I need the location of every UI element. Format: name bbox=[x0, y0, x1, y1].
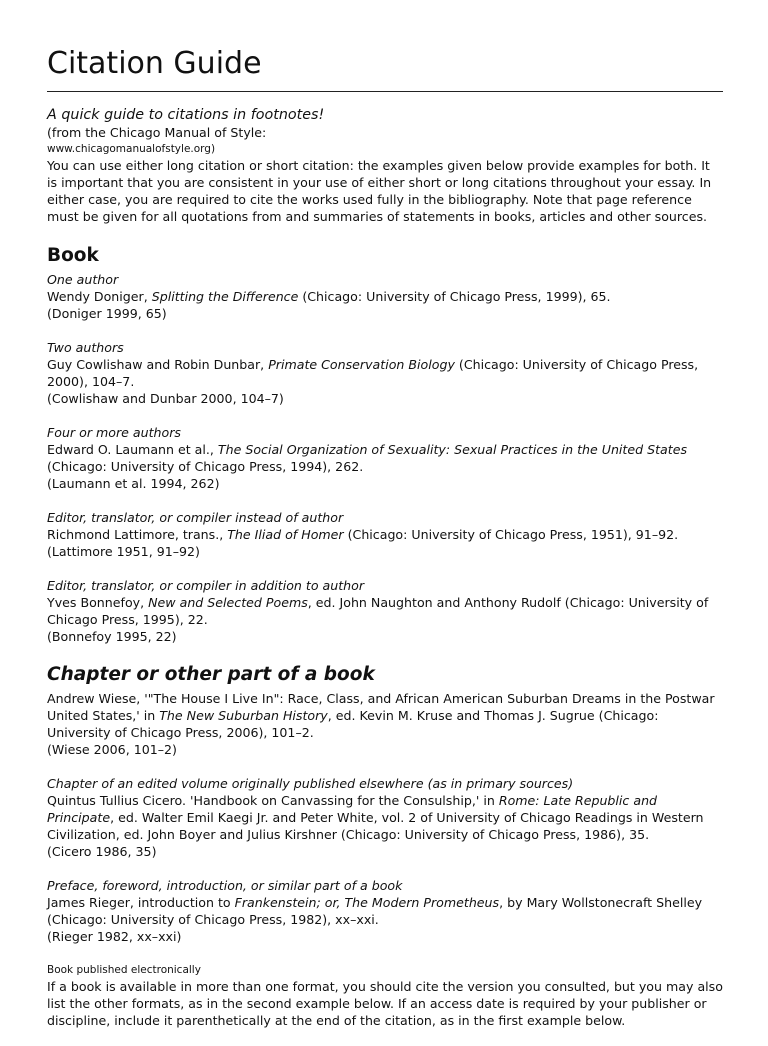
chapter-heading: Chapter or other part of a book bbox=[47, 664, 375, 685]
entry-label: Editor, translator, or compiler instead of author bbox=[47, 510, 344, 525]
entry-label: One author bbox=[47, 272, 119, 287]
entry-label: Preface, foreword, introduction, or similar part of a book bbox=[47, 878, 403, 893]
entry-label: Book published electronically bbox=[47, 964, 201, 976]
intro-source-line: (from the Chicago Manual of Style: bbox=[47, 125, 267, 140]
entry-label: Editor, translator, or compiler in addition to author bbox=[47, 578, 365, 593]
entry-label: Four or more authors bbox=[47, 425, 181, 440]
entry-short-citation: (Lattimore 1951, 91–92) bbox=[47, 544, 200, 559]
entry-long-citation: Guy Cowlishaw and Robin Dunbar, Primate Conservation Biology (Chicago: University of Chicago Press, 2000), 104–7. bbox=[47, 357, 699, 389]
entry-short-citation: (Wiese 2006, 101–2) bbox=[47, 742, 177, 757]
entry-short-citation: (Bonnefoy 1995, 22) bbox=[47, 629, 177, 644]
chapter-entry-electronic bbox=[47, 962, 723, 1029]
chapter-entry-edited-volume bbox=[47, 690, 723, 758]
entry-long-citation: Richmond Lattimore, trans., The Iliad of Homer (Chicago: University of Chicago Press, 1951), 91–92. bbox=[47, 527, 679, 542]
entry-long-citation: James Rieger, introduction to Frankenstein; or, The Modern Prometheus, by Mary Wollstonecraft Shelley (Chicago: University of Chicago Press, 1982), xx–xxi. bbox=[47, 895, 703, 927]
chapter-entry-preface bbox=[47, 877, 723, 945]
book-entry-four-authors bbox=[47, 424, 723, 492]
electronic-paragraph: If a book is available in more than one format, you should cite the version you consulted, but you may also list the other formats, as in the second example below. If an access date is required by your publisher or discipline, include it parenthetically at the end of the citation, as in the first example below. bbox=[47, 979, 723, 1028]
title-divider bbox=[47, 91, 723, 92]
page-title: Citation Guide bbox=[47, 46, 262, 81]
intro-block bbox=[47, 106, 723, 225]
book-entry-one-author bbox=[47, 271, 723, 322]
entry-short-citation: (Laumann et al. 1994, 262) bbox=[47, 476, 220, 491]
entry-short-citation: (Cowlishaw and Dunbar 2000, 104–7) bbox=[47, 391, 284, 406]
book-entry-editor-instead bbox=[47, 509, 723, 560]
entry-label: Two authors bbox=[47, 340, 124, 355]
book-entry-editor-addition bbox=[47, 577, 723, 645]
entry-long-citation: Quintus Tullius Cicero. 'Handbook on Canvassing for the Consulship,' in Rome: Late Republic and Principate, ed. Walter Emil Kaegi Jr. and Peter White, vol. 2 of University of Chicago Readings in Western Civilization, ed. John Boyer and Julius Kirshner (Chicago: University of Chicago Press, 1986), 35. bbox=[47, 793, 704, 842]
entry-label: Chapter of an edited volume originally published elsewhere (as in primary sources) bbox=[47, 776, 574, 791]
intro-paragraph: You can use either long citation or short citation: the examples given below provide examples for both. It is important that you are consistent in your use of either short or long citations throughout your essay. In either case, you are required to cite the works used fully in the bibliography. Note that page reference must be given for all quotations from and summaries of statements in books, articles and other sources. bbox=[47, 158, 712, 224]
intro-subtitle: A quick guide to citations in footnotes! bbox=[47, 107, 325, 123]
chapter-entry-primary-source bbox=[47, 775, 723, 860]
entry-short-citation: (Cicero 1986, 35) bbox=[47, 844, 157, 859]
entry-long-citation: Wendy Doniger, Splitting the Difference (Chicago: University of Chicago Press, 1999), 65. bbox=[47, 289, 611, 304]
entry-long-citation: Edward O. Laumann et al., The Social Organization of Sexuality: Sexual Practices in the United States (Chicago: University of Chicago Press, 1994), 262. bbox=[47, 442, 688, 474]
book-section bbox=[47, 245, 723, 662]
book-heading: Book bbox=[47, 245, 99, 266]
intro-source-url: www.chicagomanualofstyle.org) bbox=[47, 143, 216, 155]
entry-short-citation: (Rieger 1982, xx–xxi) bbox=[47, 929, 182, 944]
entry-short-citation: (Doniger 1999, 65) bbox=[47, 306, 167, 321]
book-entry-two-authors bbox=[47, 339, 723, 407]
entry-long-citation: Andrew Wiese, '"The House I Live In": Race, Class, and African American Suburban Dreams in the Postwar United States,' in The New Suburban History, ed. Kevin M. Kruse and Thomas J. Sugrue (Chicago: University of Chicago Press, 2006), 101–2. bbox=[47, 691, 715, 740]
entry-long-citation: Yves Bonnefoy, New and Selected Poems, ed. John Naughton and Anthony Rudolf (Chicago: University of Chicago Press, 1995), 22. bbox=[47, 595, 709, 627]
chapter-section bbox=[47, 664, 723, 1046]
